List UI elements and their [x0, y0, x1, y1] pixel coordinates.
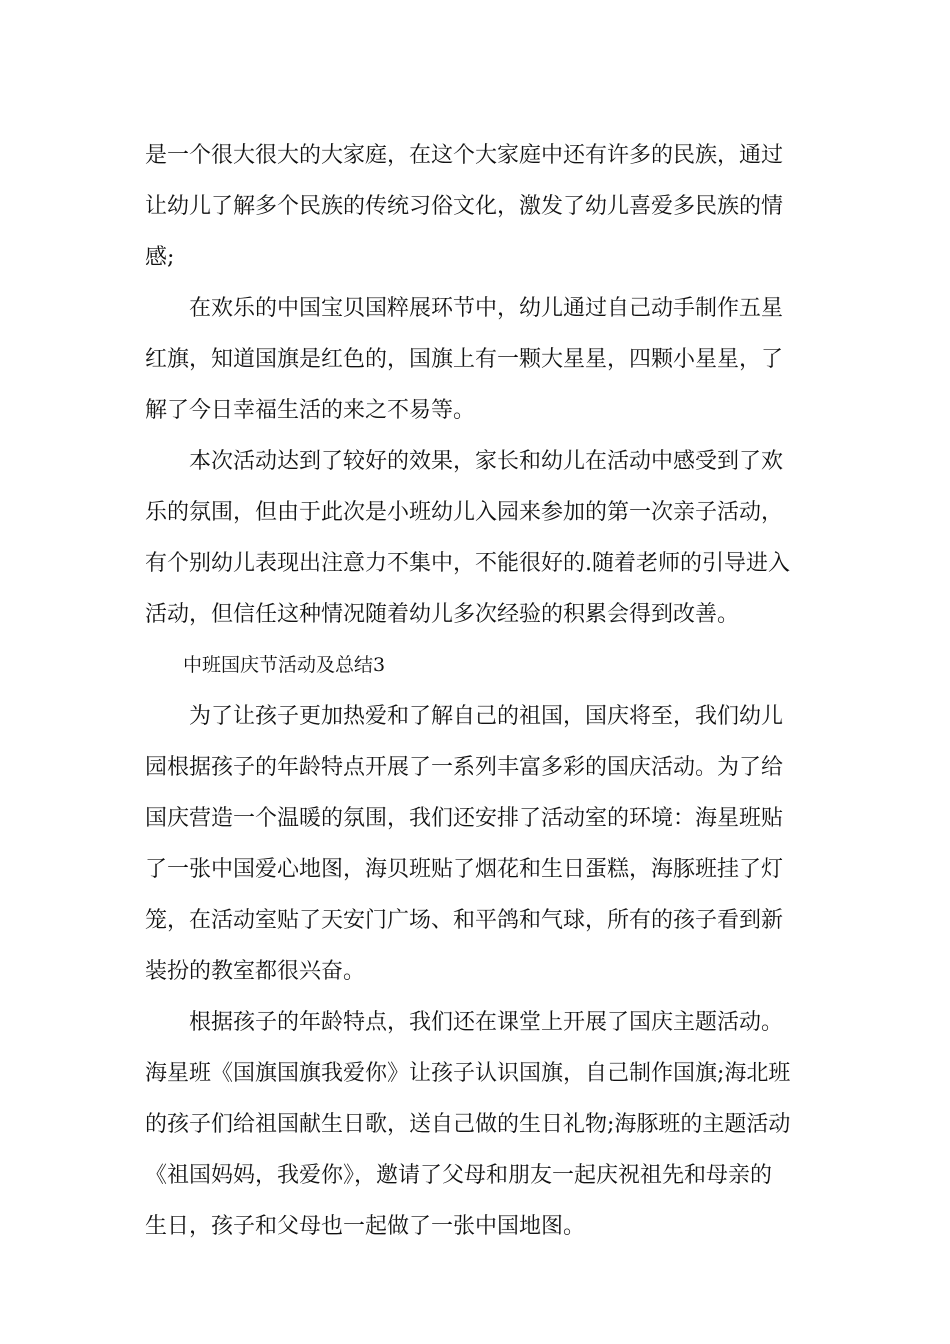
text-line: 本次活动达到了较好的效果，家长和幼儿在活动中感受到了欢 — [145, 449, 784, 474]
text-line: 海星班《国旗国旗我爱你》让孩子认识国旗，自己制作国旗;海北班 — [145, 1061, 791, 1086]
text-line: 红旗，知道国旗是红色的，国旗上有一颗大星星，四颗小星星，了 — [145, 347, 784, 372]
text-line: 园根据孩子的年龄特点开展了一系列丰富多彩的国庆活动。为了给 — [145, 755, 784, 780]
text-line: 有个别幼儿表现出注意力不集中，不能很好的.随着老师的引导进入 — [145, 551, 790, 576]
paragraph — [145, 997, 810, 1252]
section-heading: 中班国庆节活动及总结3 — [145, 654, 386, 676]
text-line: 国庆营造一个温暖的氛围，我们还安排了活动室的环境：海星班贴 — [145, 806, 784, 831]
paragraph — [145, 283, 810, 436]
text-line: 生日，孩子和父母也一起做了一张中国地图。 — [145, 1214, 586, 1239]
text-line: 根据孩子的年龄特点，我们还在课堂上开展了国庆主题活动。 — [145, 1010, 784, 1035]
text-line: 装扮的教室都很兴奋。 — [145, 959, 366, 984]
text-line: 了一张中国爱心地图，海贝班贴了烟花和生日蛋糕，海豚班挂了灯 — [145, 857, 784, 882]
text-line: 活动，但信任这种情况随着幼儿多次经验的积累会得到改善。 — [145, 602, 740, 627]
paragraph — [145, 691, 810, 997]
paragraph — [145, 436, 810, 640]
text-line: 感; — [145, 245, 175, 270]
text-line: 的孩子们给祖国献生日歌，送自己做的生日礼物;海豚班的主题活动 — [145, 1112, 791, 1137]
text-line: 是一个很大很大的大家庭，在这个大家庭中还有许多的民族，通过 — [145, 143, 784, 168]
text-line: 在欢乐的中国宝贝国粹展环节中，幼儿通过自己动手制作五星 — [145, 296, 784, 321]
document-body — [145, 130, 810, 1252]
paragraph — [145, 130, 810, 283]
text-line: 《祖国妈妈，我爱你》，邀请了父母和朋友一起庆祝祖先和母亲的 — [145, 1163, 773, 1188]
text-line: 让幼儿了解多个民族的传统习俗文化，激发了幼儿喜爱多民族的情 — [145, 194, 784, 219]
text-line: 为了让孩子更加热爱和了解自己的祖国，国庆将至，我们幼儿 — [145, 704, 784, 729]
text-line: 乐的氛围，但由于此次是小班幼儿入园来参加的第一次亲子活动， — [145, 500, 784, 525]
text-line: 笼，在活动室贴了天安门广场、和平鸽和气球，所有的孩子看到新 — [145, 908, 784, 933]
text-line: 解了今日幸福生活的来之不易等。 — [145, 398, 476, 423]
